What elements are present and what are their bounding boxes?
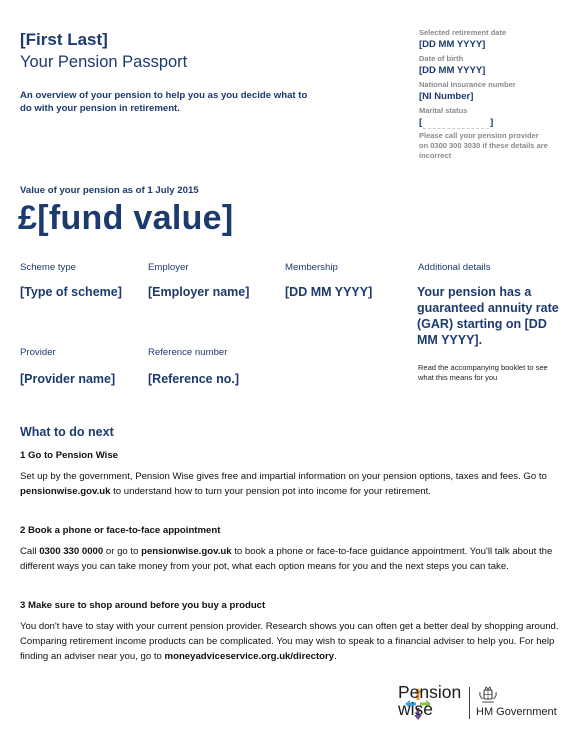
- phone-number[interactable]: 0300 330 0000: [39, 546, 104, 557]
- ni-label: National Insurance number: [419, 80, 516, 89]
- hm-government-logo-text: HM Government: [476, 706, 557, 718]
- pension-wise-logo-text: [398, 684, 461, 718]
- overview-text: An overview of your pension to help you as you decide what to do with your pension in retirement.: [20, 90, 308, 114]
- provider-label: Provider: [20, 347, 56, 358]
- ni-value: [NI Number]: [419, 91, 474, 102]
- employer-value: [Employer name]: [148, 285, 250, 299]
- scheme-type-value: [Type of scheme]: [20, 285, 122, 299]
- step-2-title: 2 Book a phone or face-to-face appointment: [20, 525, 221, 536]
- membership-value: [DD MM YYYY]: [285, 285, 373, 299]
- reference-label: Reference number: [148, 347, 228, 358]
- step-3-text-a: You don't have to stay with your current pension provider. Research shows you can often get a better deal by shopping around. Comparing retirement income products can be complicated. You may wish to speak to a financial adviser to help you. For help finding an adviser near you, go to: [20, 621, 559, 662]
- holder-name: [First Last]: [20, 30, 108, 49]
- marital-value: [419, 116, 564, 129]
- additional-details-value: Your pension has a guaranteed annuity rate (GAR) starting on [DD MM YYYY].: [417, 285, 559, 347]
- step-1-text-a: Set up by the government, Pension Wise gives free and impartial information on your pension options, taxes and fees. Go to: [20, 471, 547, 482]
- employer-label: Employer: [148, 262, 189, 273]
- what-to-do-next-heading: What to do next: [20, 425, 114, 439]
- step-2-text-b: or go to: [103, 546, 142, 557]
- details-correction-note: Please call your pension provider on 0300 300 3030 if these details are incorrect: [419, 131, 548, 160]
- marital-close-bracket: ]: [490, 117, 494, 128]
- scheme-type-label: Scheme type: [20, 262, 76, 273]
- retirement-date-label: Selected retirement date: [419, 28, 507, 37]
- retirement-date-value: [DD MM YYYY]: [419, 39, 486, 50]
- pension-wise-logo-line1: Pension: [398, 682, 462, 702]
- step-2-text: [20, 544, 560, 574]
- marital-open-bracket: [: [419, 117, 423, 128]
- reference-value: [Reference no.]: [148, 372, 239, 386]
- step-2-text-c: to book a phone or face-to-face guidance appointment. You'll talk about the different ways you can take money from your pot, what each option means for you and the next steps you can take.: [20, 546, 553, 572]
- pension-value-label: Value of your pension as of 1 July 2015: [20, 185, 199, 196]
- logo-divider: [469, 687, 470, 719]
- step-1-title: 1 Go to Pension Wise: [20, 450, 118, 461]
- pensionwise-link-2[interactable]: pensionwise.gov.uk: [141, 546, 232, 557]
- step-3-title: 3 Make sure to shop around before you buy a product: [20, 600, 266, 611]
- marital-label: Marital status: [419, 106, 468, 115]
- additional-details-label: Additional details: [418, 262, 491, 273]
- royal-crest-icon: [478, 686, 498, 704]
- step-3-text: [20, 619, 560, 664]
- step-1-text-b: to understand how to turn your pension pot into income for your retirement.: [110, 486, 431, 497]
- money-advice-link[interactable]: moneyadviceservice.org.uk/directory: [164, 651, 335, 662]
- membership-label: Membership: [285, 262, 338, 273]
- pensionwise-link[interactable]: pensionwise.gov.uk: [20, 486, 111, 497]
- personal-details-panel: [419, 28, 564, 161]
- pension-value-amount: £[fund value]: [18, 199, 234, 237]
- pension-wise-logo-line2: wise: [398, 699, 434, 719]
- step-3-text-b: .: [334, 651, 337, 662]
- dob-value: [DD MM YYYY]: [419, 65, 486, 76]
- page-title: Your Pension Passport: [20, 53, 188, 71]
- dob-label: Date of birth: [419, 54, 464, 63]
- step-2-text-a: Call: [20, 546, 40, 557]
- booklet-note: Read the accompanying booklet to see what this means for you: [418, 363, 548, 382]
- marital-blank: [423, 119, 489, 129]
- step-1-text: [20, 469, 560, 499]
- provider-value: [Provider name]: [20, 372, 116, 386]
